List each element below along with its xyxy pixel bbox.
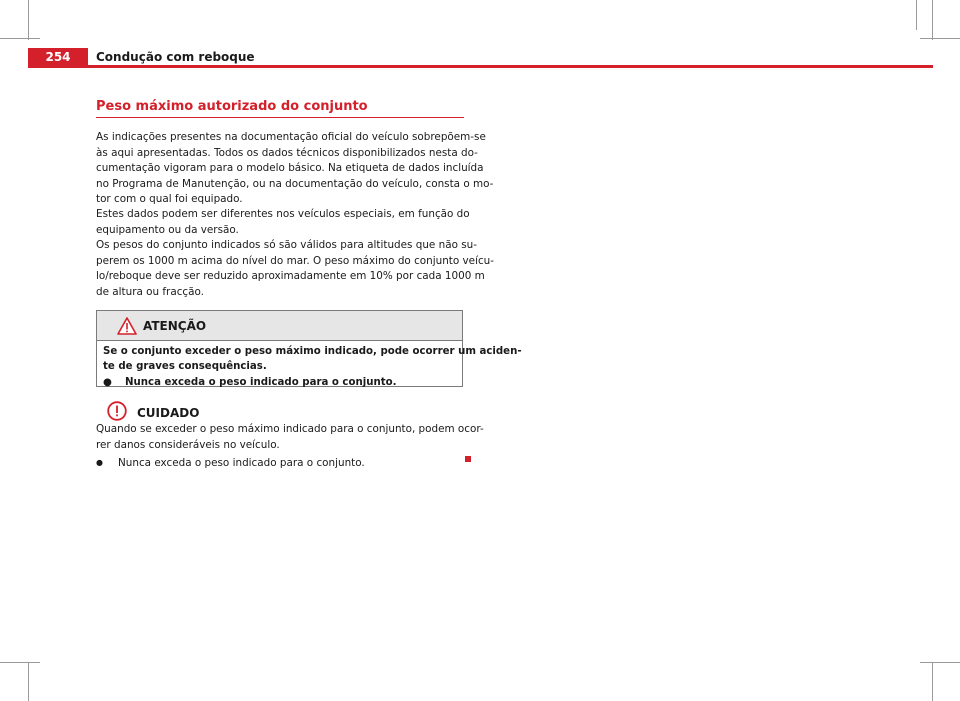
paragraph-special-vehicles [96,207,470,238]
section-title: Peso máximo autorizado do conjunto [96,99,368,114]
warning-title: ATENÇÃO [143,319,207,333]
warning-triangle-icon [117,317,137,335]
text-line: As indicações presentes na documentação oficial do veículo sobrepõem-se [96,131,486,143]
bullet-icon: ● [96,458,103,467]
text-line: tor com o qual foi equipado. [96,193,243,205]
text-line: Se o conjunto exceder o peso máximo indicado, pode ocorrer um aciden- [103,346,522,357]
text-line: equipamento ou da versão. [96,223,239,236]
bullet-icon: ● [103,377,112,388]
text-line: Estes dados podem ser diferentes nos veículos especiais, em função do [96,208,470,220]
warning-box [96,310,522,388]
text-line: te de graves consequências. [103,361,267,372]
text-line: Quando se exceder o peso máximo indicado para o conjunto, podem ocor- [96,423,484,435]
section-divider [96,117,464,118]
warning-text [103,344,522,374]
text-line: lo/reboque deve ser reduzido aproximadamente em 10% por cada 1000 m [96,270,485,282]
section-end-marker [465,456,471,462]
crop-mark [28,0,29,40]
crop-mark [28,662,29,701]
caution-title: CUIDADO [137,406,200,420]
paragraph-altitude [96,238,495,300]
caution-bullet [96,455,365,472]
bullet-text: Nunca exceda o peso indicado para o conjunto. [118,457,365,469]
crop-mark [916,0,917,30]
text-line: de altura ou fracção. [96,285,204,298]
crop-mark [932,0,933,40]
caution-exclamation-icon [107,401,127,421]
crop-mark [920,662,960,663]
crop-mark [932,662,933,701]
text-line: perem os 1000 m acima do nível do mar. O peso máximo do conjunto veícu- [96,254,495,267]
header-divider [28,65,933,68]
bullet-text: Nunca exceda o peso indicado para o conjunto. [125,377,397,388]
chapter-title: Condução com reboque [96,50,255,64]
crop-mark [920,38,960,39]
crop-mark [0,662,40,663]
caution-text [96,422,484,453]
text-line: no Programa de Manutenção, ou na documentação do veículo, consta o mo- [96,177,494,190]
text-line: cumentação vigoram para o modelo básico. Na etiqueta de dados incluída [96,162,484,174]
page-number: 254 [45,50,71,64]
text-line: às aqui apresentadas. Todos os dados técnicos disponibilizados nesta do- [96,146,478,159]
paragraph-official-docs [96,130,494,208]
warning-header [97,311,462,341]
text-line: Os pesos do conjunto indicados só são válidos para altitudes que não su- [96,239,477,251]
text-line: rer danos consideráveis no veículo. [96,438,280,451]
warning-bullet [103,375,396,390]
crop-mark [0,38,40,39]
